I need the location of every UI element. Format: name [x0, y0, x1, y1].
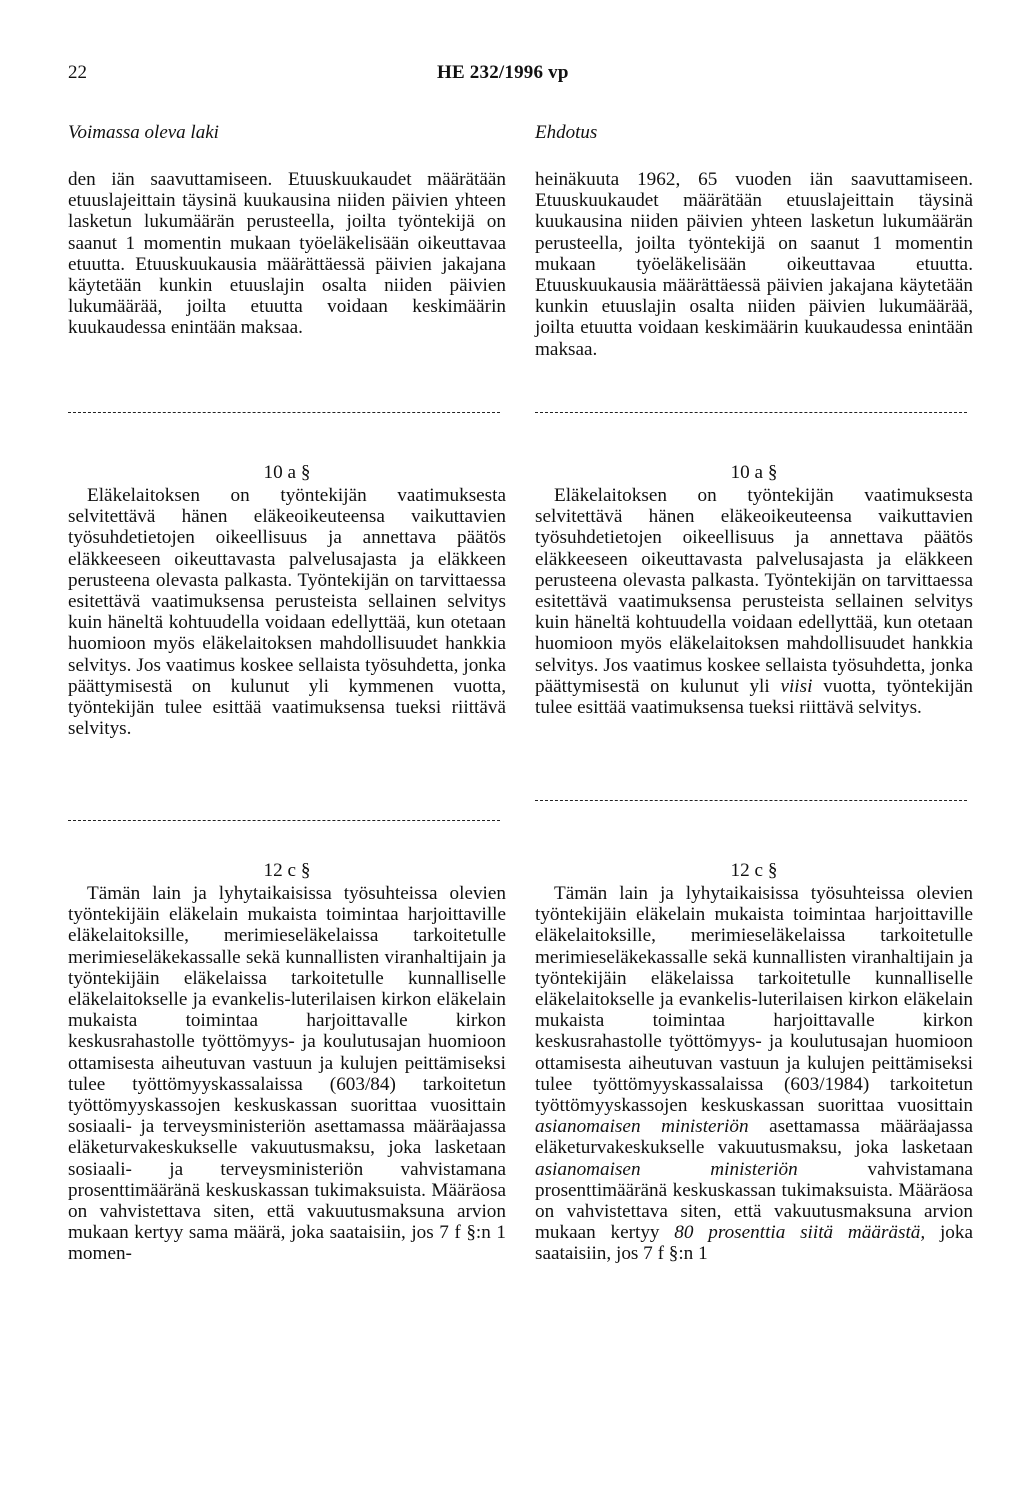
text-segment: vahvistamana prosenttimääränä keskuskassan tukimaksuista. Määräosa on vahvistettava siten, että vakuutusmaksuna arvion mukaan kertyy — [535, 1158, 973, 1244]
paragraph-text: heinäkuuta 1962, 65 vuoden iän saavuttamiseen. Etuuskuukaudet määrätään etuuslajeittain täysinä kuukausina niiden päivien yhteen lasketun lukumäärän perusteella, joilta työntekijä on saanut 1 momentin mukaan työeläkelisään oikeuttavaa etuutta. Etuuskuukausia määrättäessä päivien jakajana käytetään kunkin etuuslajin osalta niiden päivien lukumäärää, joilta etuutta voidaan keskimäärin kuukaudessa enintään maksaa. — [535, 169, 973, 360]
current-law-section-10a — [68, 462, 506, 739]
section-heading: 12 c § — [730, 860, 778, 881]
paragraph-text — [535, 485, 973, 718]
current-law-section-12c — [68, 860, 506, 1265]
paragraph-text: den iän saavuttamiseen. Etuuskuukaudet määrätään etuuslajeittain täysinä kuukausina niiden päivien yhteen lasketun lukumäärän perusteella, joilta työntekijä on saanut 1 momentin mukaan työeläkelisään oikeuttavaa etuutta. Etuuskuukausia määrättäessä päivien jakajana käytetään kunkin etuuslajin osalta niiden päivien lukumäärää, joilta etuutta voidaan keskimäärin kuukaudessa enintään maksaa. — [68, 169, 506, 339]
omission-divider — [535, 800, 967, 801]
proposal-section-12c — [535, 860, 973, 1265]
page-number: 22 — [68, 62, 87, 83]
proposal-paragraph-1 — [535, 169, 973, 360]
section-heading: 10 a § — [730, 462, 778, 483]
current-law-paragraph-1 — [68, 169, 506, 339]
column-title-proposal: Ehdotus — [535, 122, 598, 143]
amended-text: 80 prosenttia siitä määrästä, — [674, 1222, 926, 1244]
text-segment: Eläkelaitoksen on työntekijän vaatimuksesta selvitettävä hänen eläkeoikeuteensa vaikuttavien työsuhdetietojen oikeellisuus ja annettava päätös eläkkeeseen oikeuttavasta palvelusajasta ja eläkkeen perusteena olevasta palkasta. Työntekijän on tarvittaessa esitettävä vaatimuksensa perusteista sellainen selvitys kuin häneltä kohtuudella voidaan edellyttää, kun otetaan huomioon myös eläkelaitoksen mahdollisuudet hankkia selvitys. Jos vaatimus koskee sellaista työsuhdetta, jonka päättymisestä on kulunut yli — [535, 485, 973, 697]
amended-text: asianomaisen ministeriön — [535, 1158, 798, 1180]
text-segment: joka saataisiin, jos 7 f §:n 1 — [535, 1222, 973, 1265]
omission-divider — [68, 820, 500, 821]
column-title-current-law: Voimassa oleva laki — [68, 122, 219, 143]
proposal-section-10a — [535, 462, 973, 718]
paragraph-text — [535, 883, 973, 1265]
section-heading: 12 c § — [263, 860, 311, 881]
section-heading: 10 a § — [263, 462, 311, 483]
amended-text: viisi — [780, 675, 813, 697]
text-segment: Tämän lain ja lyhytaikaisissa työsuhteissa olevien työntekijäin eläkelain mukaista toimintaa harjoittaville eläkelaitoksille, merimieseläkelaissa tarkoitetulle merimieseläkekassalle sekä kunnallisten viranhaltijain ja työntekijäin eläkelaissa tarkoitetulle kunnalliselle eläkelaitokselle ja evankelis-luterilaisen kirkon eläkelain mukaista toimintaa harjoittavalle kirkon keskusrahastolle työttömyys- ja koulutusajan huomioon ottamisesta aiheutuvan vastuun ja kulujen peittämiseksi tulee työttömyyskassalaissa (603/1984) tarkoitetun työttömyyskassojen keskuskassan suorittaa vuosittain — [535, 883, 973, 1117]
amended-text: asianomaisen ministeriön — [535, 1116, 749, 1138]
omission-divider — [535, 412, 967, 413]
text-segment: asettamassa määräajassa eläketurvakeskukselle vakuutusmaksu, joka lasketaan — [535, 1116, 973, 1159]
paragraph-text: Tämän lain ja lyhytaikaisissa työsuhteissa olevien työntekijäin eläkelain mukaista toimintaa harjoittaville eläkelaitoksille, merimieseläkelaissa tarkoitetulle merimieseläkekassalle sekä kunnallisten viranhaltijain ja työntekijäin eläkelaissa tarkoitetulle kunnalliselle eläkelaitokselle ja evankelis-luterilaisen kirkon eläkelain mukaista toimintaa harjoittavalle kirkon keskusrahastolle työttömyys- ja koulutusajan huomioon ottamisesta aiheutuvan vastuun ja kulujen peittämiseksi tulee työttömyyskassalaissa (603/84) tarkoitetun työttömyyskassojen keskuskassan suorittaa vuosittain sosiaali- ja terveysministeriön asettamassa määräajassa eläketurvakeskukselle vakuutusmaksu, joka lasketaan sosiaali- ja terveysministeriön vahvistamana prosenttimääränä keskuskassan tukimaksuista. Määräosa on vahvistettava siten, että vakuutusmaksuna arvion mukaan kertyy sama määrä, joka saataisiin, jos 7 f §:n 1 momen- — [68, 883, 506, 1265]
text-segment: vuotta, työntekijän tulee esittää vaatimuksensa tueksi riittävä selvitys. — [535, 675, 973, 719]
document-id: HE 232/1996 vp — [437, 62, 569, 83]
omission-divider — [68, 412, 500, 413]
paragraph-text: Eläkelaitoksen on työntekijän vaatimuksesta selvitettävä hänen eläkeoikeuteensa vaikuttavien työsuhdetietojen oikeellisuus ja annettava päätös eläkkeeseen oikeuttavasta palvelusajasta ja eläkkeen perusteena olevasta palkasta. Työntekijän on tarvittaessa esitettävä vaatimuksensa perusteista sellainen selvitys kuin häneltä kohtuudella voidaan edellyttää, kun otetaan huomioon myös eläkelaitoksen mahdollisuudet hankkia selvitys. Jos vaatimus koskee sellaista työsuhdetta, jonka päättymisestä on kulunut yli kymmenen vuotta, työntekijän tulee esittää vaatimuksensa tueksi riittävä selvitys. — [68, 485, 506, 740]
